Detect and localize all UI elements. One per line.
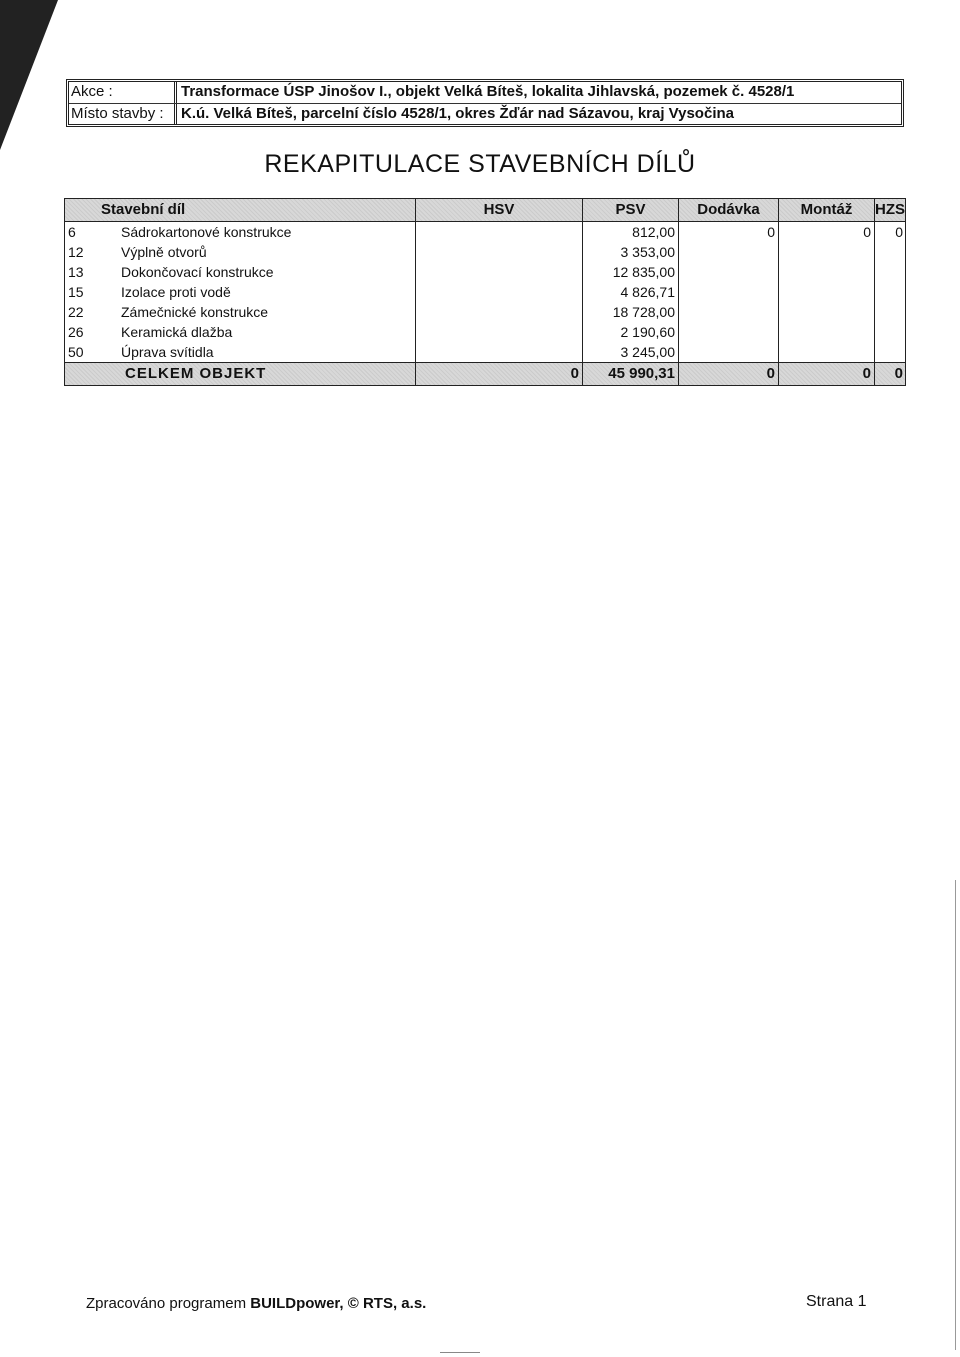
row-dodavka bbox=[678, 242, 778, 262]
row-name: Úprava svítidla bbox=[121, 344, 214, 360]
col-montaz: Montáž bbox=[778, 199, 874, 221]
row-montaz bbox=[778, 262, 874, 282]
row-hzs bbox=[874, 322, 905, 342]
total-label: CELKEM OBJEKT bbox=[125, 365, 267, 382]
footer-program bbox=[86, 1295, 426, 1312]
row-name: Keramická dlažba bbox=[121, 324, 233, 340]
project-info-box bbox=[66, 79, 904, 127]
row-montaz bbox=[778, 342, 874, 362]
footer-program-name: BUILDpower, © RTS, a.s. bbox=[250, 1295, 427, 1312]
row-hsv bbox=[415, 342, 582, 362]
row-montaz bbox=[778, 242, 874, 262]
page-title: REKAPITULACE STAVEBNÍCH DÍLŮ bbox=[264, 150, 696, 178]
col-stavebni-dil: Stavební díl bbox=[101, 201, 186, 218]
total-hsv: 0 bbox=[415, 363, 582, 385]
total-row bbox=[65, 362, 905, 385]
scan-edge-line bbox=[955, 880, 956, 1350]
table-row bbox=[65, 222, 905, 242]
misto-label: Místo stavby : bbox=[71, 105, 164, 122]
footer-program-prefix: Zpracováno programem bbox=[86, 1295, 251, 1312]
total-psv: 45 990,31 bbox=[582, 363, 678, 385]
row-name: Dokončovací konstrukce bbox=[121, 264, 274, 280]
table-row bbox=[65, 342, 905, 362]
akce-value: Transformace ÚSP Jinošov I., objekt Velká Bíteš, lokalita Jihlavská, pozemek č. 4528/1 bbox=[181, 83, 795, 100]
col-hsv: HSV bbox=[415, 199, 582, 221]
row-code: 22 bbox=[68, 304, 84, 320]
col-dodavka: Dodávka bbox=[678, 199, 778, 221]
row-dodavka bbox=[678, 262, 778, 282]
row-hzs: 0 bbox=[874, 222, 905, 242]
row-hzs bbox=[874, 342, 905, 362]
row-montaz: 0 bbox=[778, 222, 874, 242]
table-header bbox=[65, 199, 905, 222]
row-code: 6 bbox=[68, 224, 76, 240]
scan-smudge bbox=[440, 1352, 480, 1353]
row-code: 50 bbox=[68, 344, 84, 360]
row-hzs bbox=[874, 242, 905, 262]
row-psv: 4 826,71 bbox=[582, 282, 678, 302]
table-row bbox=[65, 302, 905, 322]
row-dodavka bbox=[678, 302, 778, 322]
akce-row bbox=[69, 82, 901, 104]
row-hsv bbox=[415, 242, 582, 262]
scan-artifact bbox=[0, 0, 58, 150]
row-code: 13 bbox=[68, 264, 84, 280]
row-code: 15 bbox=[68, 284, 84, 300]
row-psv: 812,00 bbox=[582, 222, 678, 242]
row-psv: 18 728,00 bbox=[582, 302, 678, 322]
row-dodavka bbox=[678, 282, 778, 302]
row-psv: 3 353,00 bbox=[582, 242, 678, 262]
page-number: Strana 1 bbox=[806, 1293, 867, 1310]
table-row bbox=[65, 282, 905, 302]
col-psv: PSV bbox=[582, 199, 678, 221]
row-name: Sádrokartonové konstrukce bbox=[121, 224, 292, 240]
row-name: Izolace proti vodě bbox=[121, 284, 231, 300]
row-montaz bbox=[778, 322, 874, 342]
row-code: 26 bbox=[68, 324, 84, 340]
table-row bbox=[65, 242, 905, 262]
recap-table bbox=[64, 198, 906, 386]
misto-value: K.ú. Velká Bíteš, parcelní číslo 4528/1, okres Žďár nad Sázavou, kraj Vysočina bbox=[181, 105, 734, 122]
row-code: 12 bbox=[68, 244, 84, 260]
row-hsv bbox=[415, 282, 582, 302]
row-hzs bbox=[874, 302, 905, 322]
akce-label: Akce : bbox=[71, 83, 113, 100]
total-dodavka: 0 bbox=[678, 363, 778, 385]
row-psv: 2 190,60 bbox=[582, 322, 678, 342]
total-hzs: 0 bbox=[874, 363, 905, 385]
row-montaz bbox=[778, 282, 874, 302]
row-hsv bbox=[415, 222, 582, 242]
row-hsv bbox=[415, 302, 582, 322]
row-dodavka bbox=[678, 342, 778, 362]
row-psv: 3 245,00 bbox=[582, 342, 678, 362]
row-name: Výplně otvorů bbox=[121, 244, 207, 260]
row-hzs bbox=[874, 262, 905, 282]
row-dodavka: 0 bbox=[678, 222, 778, 242]
row-name: Zámečnické konstrukce bbox=[121, 304, 269, 320]
table-row bbox=[65, 322, 905, 342]
row-hzs bbox=[874, 282, 905, 302]
row-montaz bbox=[778, 302, 874, 322]
row-psv: 12 835,00 bbox=[582, 262, 678, 282]
total-montaz: 0 bbox=[778, 363, 874, 385]
col-hzs: HZS bbox=[874, 199, 905, 221]
row-hsv bbox=[415, 262, 582, 282]
row-dodavka bbox=[678, 322, 778, 342]
row-hsv bbox=[415, 322, 582, 342]
table-row bbox=[65, 262, 905, 282]
misto-row bbox=[69, 104, 901, 125]
